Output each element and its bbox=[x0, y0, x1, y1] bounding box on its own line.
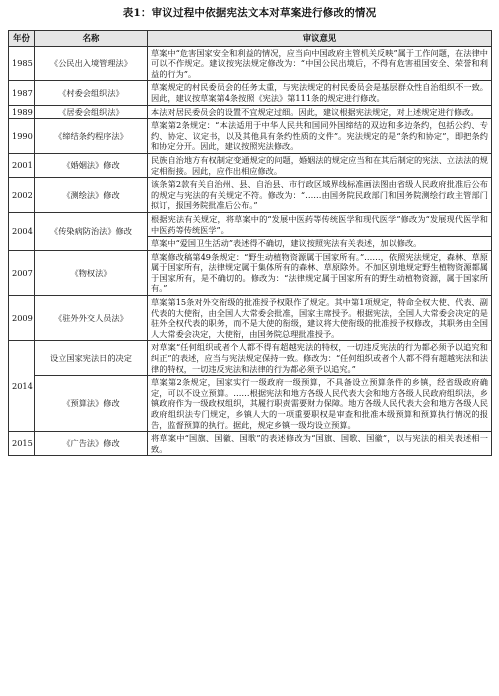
cell-name: 《婚姻法》修改 bbox=[35, 153, 148, 177]
cell-name: 《预算法》修改 bbox=[35, 376, 148, 432]
cell-name: 《物权法》 bbox=[35, 250, 148, 295]
cell-year: 2001 bbox=[9, 153, 35, 177]
cell-year: 2015 bbox=[9, 432, 35, 456]
cell-name: 《居委会组织法》 bbox=[35, 105, 148, 119]
cell-year: 2004 bbox=[9, 212, 35, 250]
table-row bbox=[9, 119, 492, 154]
cell-opinion: 草案修改稿第49条规定：“野生动植物资源属于国家所有。”……，依照宪法规定，森林、草原属于国家所有，法律规定属于集体所有的森林、草原除外。不加区别地规定野生植物资源都属于国家所有，是不确切的。修改为：“法律规定属于国家所有的野生动植物资源，属于国家所有。” bbox=[148, 250, 492, 295]
cell-year: 1989 bbox=[9, 105, 35, 119]
table-row bbox=[9, 212, 492, 236]
cell-year: 2007 bbox=[9, 250, 35, 295]
table-title: 表1：审议过程中依据宪法文本对草案进行修改的情况 bbox=[122, 7, 377, 19]
cell-opinion: 草案第2条规定，国家实行一级政府一级预算，不具备设立预算条件的乡镇，经省级政府确定，可以不设立预算。……根据宪法和地方各级人民代表大会和地方各级人民政府组织法，乡镇政府作为一级政权组织，其履行职责需要财力保障。地方各级人民代表大会和地方各级人民政府组织法专门规定，乡镇人大的一项重要职权是审查和批准本级预算和预算执行情况的报告，监督预算的执行。据此，规定乡镇一级均设立预算。 bbox=[148, 376, 492, 432]
cell-name: 《传染病防治法》修改 bbox=[35, 212, 148, 250]
revision-table bbox=[8, 30, 492, 456]
cell-opinion: 草案第15条对外交衔级的批准授予权限作了规定。其中第1项规定，特命全权大使、代表、副代表的大使衔，由全国人大常委会批准，国家主席授予。根据宪法，全国人大常委会决定的是驻外全权代表的职务，而不是大使的衔级，建议将大使衔级的批准授予权修改，其职务由全国人大常委会决定，大使衔，由国务院总理批准授予。 bbox=[148, 296, 492, 341]
table-row bbox=[9, 296, 492, 341]
table-row bbox=[9, 341, 492, 376]
table-row bbox=[9, 153, 492, 177]
table-row bbox=[9, 250, 492, 295]
cell-opinion: 本法对居民委员会的设置不宜规定过细。因此，建议根据宪法规定，对上述规定进行修改。 bbox=[148, 105, 492, 119]
table-row bbox=[9, 81, 492, 105]
cell-opinion: 对草案“任何组织或者个人都不得有超越宪法的特权，一切违反宪法的行为都必须予以追究和纠正”的表述，应当与宪法规定保持一致。修改为：“任何组织或者个人都不得有超越宪法和法律的特权，一切违反宪法和法律的行为都必须予以追究。” bbox=[148, 341, 492, 376]
cell-opinion: 民族自治地方有权制定变通规定的问题，婚姻法的规定应当和在其后制定的宪法、立法法的规定相衔接。因此，应作出相应修改。 bbox=[148, 153, 492, 177]
cell-name: 《缔结条约程序法》 bbox=[35, 119, 148, 154]
cell-name: 《公民出入境管理法》 bbox=[35, 46, 148, 81]
table-row bbox=[9, 178, 492, 213]
table-row bbox=[9, 376, 492, 432]
cell-year: 1990 bbox=[9, 119, 35, 154]
cell-year: 2014 bbox=[9, 341, 35, 432]
cell-opinion: 草案第2条规定：“本法适用于中华人民共和国同外国缔结的双边和多边条约，包括公约、专约、协定、议定书，以及其他具有条约性质的文件”。宪法规定的是“条约和协定”，即把条约和协定分开。因此，建议按照宪法修改。 bbox=[148, 119, 492, 154]
cell-opinion: 草案中“爱国卫生活动”表述得不确切，建议按照宪法有关表述，加以修改。 bbox=[148, 237, 492, 251]
cell-name: 《测绘法》修改 bbox=[35, 178, 148, 213]
cell-name: 《驻外外交人员法》 bbox=[35, 296, 148, 341]
cell-name: 设立国家宪法日的决定 bbox=[35, 341, 148, 376]
table-row bbox=[9, 432, 492, 456]
header-name: 名称 bbox=[35, 31, 148, 47]
header-year: 年份 bbox=[9, 31, 35, 47]
cell-opinion: 根据宪法有关规定，将草案中的“发展中医药等传统医学和现代医学”修改为“发展现代医学和中医药等传统医学”。 bbox=[148, 212, 492, 236]
table-row bbox=[9, 105, 492, 119]
cell-opinion: 草案中“危害国家安全和利益的情况，应当向中国政府主管机关反映”属于工作问题，在法律中可以不作规定。建议按宪法规定修改为：“中国公民出境后，不得有危害祖国安全、荣誉和利益的行为”。 bbox=[148, 46, 492, 81]
table-header-row bbox=[9, 31, 492, 47]
cell-year: 1987 bbox=[9, 81, 35, 105]
cell-year: 1985 bbox=[9, 46, 35, 81]
cell-name: 《村委会组织法》 bbox=[35, 81, 148, 105]
table-row bbox=[9, 46, 492, 81]
header-opinion: 审议意见 bbox=[148, 31, 492, 47]
cell-year: 2009 bbox=[9, 296, 35, 341]
cell-year: 2002 bbox=[9, 178, 35, 213]
cell-opinion: 该条第2款有关自治州、县、自治县、市行政区域界线标准画法图由省级人民政府批准后公布的规定与宪法的有关规定不符。修改为：“……由国务院民政部门和国务院测绘行政主管部门拟订，报国务院批准后公布。” bbox=[148, 178, 492, 213]
cell-opinion: 将草案中“国旗、国徽、国歌”的表述修改为“国旗、国歌、国徽”，以与宪法的相关表述相一致。 bbox=[148, 432, 492, 456]
cell-name: 《广告法》修改 bbox=[35, 432, 148, 456]
cell-opinion: 草案规定的村民委员会的任务太重，与宪法规定的村民委员会是基层群众性自治组织不一致。因此，建议按草案第4条按照《宪法》第111条的规定进行修改。 bbox=[148, 81, 492, 105]
